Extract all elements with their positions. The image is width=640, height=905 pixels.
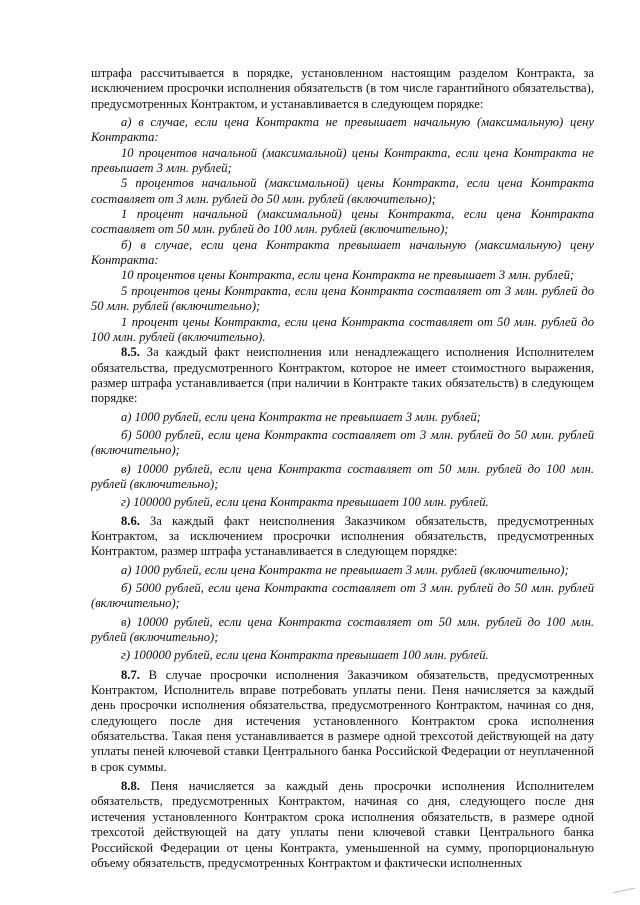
section-number: 8.5. — [121, 345, 140, 360]
section-number: 8.6. — [121, 513, 140, 528]
paragraph-8-6-g: г) 100000 рублей, если цена Контракта превышает 100 млн. рублей. — [121, 648, 489, 663]
paragraph-case-a: а) в случае, если цена Контракта не превышает начальную (максимальную) цену Контракта: — [91, 115, 594, 145]
paragraph-8-5: 8.5. За каждый факт неисполнения или ненадлежащего исполнения Исполнителем обязательства, предусмотренного Контрактом, которое не имеет стоимостного выражения, размер штрафа устанавливается (при наличии в Контракте таких обязательств) в следующем порядке: — [91, 345, 594, 406]
paragraph-8-7: 8.7. В случае просрочки исполнения Заказчиком обязательств, предусмотренных Контрактом, Исполнитель вправе потребовать уплаты пени. Пеня начисляется за каждый день просрочки исполнения обязательства, предусмотренного Контрактом, начиная со дня, следующего после дня истечения установленного Контрактом срока исполнения обязательства. Такая пеня устанавливается в размере одной трехсотой действующей на дату уплаты пеней ключевой ставки Центрального банка Российской Федерации от неуплаченной в срок суммы. — [91, 667, 594, 774]
document-body — [91, 66, 594, 871]
paragraph-8-5-b: б) 5000 рублей, если цена Контракта составляет от 3 млн. рублей до 50 млн. рублей (включительно); — [91, 427, 594, 458]
paragraph-8-5-v: в) 10000 рублей, если цена Контракта составляет от 50 млн. рублей до 100 млн. рублей (включительно); — [91, 461, 594, 491]
paragraph-case-a-5: 5 процентов начальной (максимальной) цены Контракта, если цена Контракта составляет от 3 млн. рублей до 50 млн. рублей (включительно); — [91, 176, 594, 206]
paragraph-8-6: 8.6. За каждый факт неисполнения Заказчиком обязательств, предусмотренных Контрактом, за исключением просрочки исполнения обязательств, предусмотренных Контрактом, размер штрафа устанавливается в следующем порядке: — [91, 513, 594, 559]
paragraph-8-5-g: г) 100000 рублей, если цена Контракта превышает 100 млн. рублей. — [121, 495, 489, 510]
scan-mark — [611, 878, 635, 893]
paragraph-case-b-1: 1 процент цены Контракта, если цена Контракта составляет от 50 млн. рублей до 100 млн. рублей (включительно). — [91, 314, 594, 344]
paragraph-case-a-1: 1 процент начальной (максимальной) цены Контракта, если цена Контракта составляет от 50 млн. рублей до 100 млн. рублей (включительно); — [91, 207, 594, 237]
paragraph-8-6-a: а) 1000 рублей, если цена Контракта не превышает 3 млн. рублей (включительно); — [121, 562, 569, 577]
paragraph-8-5-a: а) 1000 рублей, если цена Контракта не превышает 3 млн. рублей; — [121, 409, 481, 424]
paragraph-8-6-v: в) 10000 рублей, если цена Контракта составляет от 50 млн. рублей до 100 млн. рублей (включительно); — [91, 614, 594, 645]
paragraph-penalty-intro: штрафа рассчитывается в порядке, установленном настоящим разделом Контракта, за исключением просрочки исполнения обязательств (в том числе гарантийного обязательства), предусмотренных Контрактом, и устанавливается в следующем порядке: — [91, 66, 594, 111]
paragraph-case-b: б) в случае, если цена Контракта превышает начальную (максимальную) цену Контракта: — [91, 237, 594, 268]
paragraph-case-b-5: 5 процентов цены Контракта, если цена Контракта составляет от 3 млн. рублей до 50 млн. рублей (включительно); — [91, 283, 594, 314]
paragraph-case-a-10: 10 процентов начальной (максимальной) цены Контракта, если цена Контракта не превышает 3 млн. рублей; — [91, 145, 594, 176]
paragraph-8-8: 8.8. Пеня начисляется за каждый день просрочки исполнения Исполнителем обязательств, предусмотренных Контрактом, начиная со дня, следующего после дня истечения установленного Контрактом срока исполнения обязательств, в размере одной трехсотой действующей на дату уплаты пени ключевой ставки Центрального банка Российской Федерации от цены Контракта, уменьшенной на сумму, пропорциональную объему обязательств, предусмотренных Контрактом и фактически исполненных — [91, 779, 594, 870]
section-number: 8.8. — [121, 779, 140, 794]
paragraph-8-6-b: б) 5000 рублей, если цена Контракта составляет от 3 млн. рублей до 50 млн. рублей (включительно); — [91, 581, 594, 611]
paragraph-case-b-10: 10 процентов цены Контракта, если цена Контракта не превышает 3 млн. рублей; — [121, 268, 575, 283]
section-number: 8.7. — [121, 667, 140, 682]
